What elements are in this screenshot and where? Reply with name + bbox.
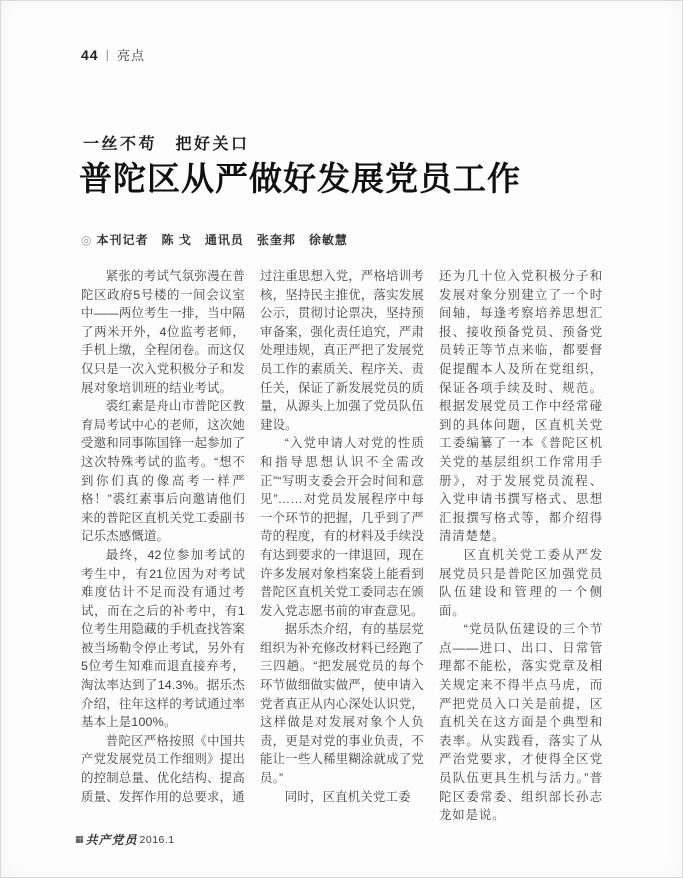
byline-text: 本刊记者 陈 戈 通讯员 张奎邦 徐敏慧 [96,233,348,247]
body-paragraph: 过注重思想入党，严格培训考核，坚持民主推优，落实发展公示，贯彻讨论票决，坚持预审备案，强化责任追究，严肃处理违规，真正严把了发展党员工作的素质关、程序关、责任关，保证了新发展党员的质量，从源头上加强了党员队伍建设。 [260,269,424,432]
magazine-name: 共产党员 [85,833,138,847]
article-body [81,267,604,825]
text-column-1 [81,267,245,825]
body-paragraph: 裘红素是舟山市普陀区教育局考试中心的老师，这次她受邀和同事陈国锋一起参加了这次特殊考试的监考。“想不到你们真的像高考一样严格！”裘红素事后向邀请他们来的普陀区直机关党工委副书记乐杰感慨道。 [81,399,245,544]
body-paragraph: 还为几十位入党积极分子和发展对象分别建立了一个时间轴，每逢考察培养思想汇报、接收预备党员、预备党员转正等节点来临，都要督促提醒本人及所在党组织，保证各项手续及时、规范。根据发展党员工作中经常碰到的具体问题，区直机关党工委编纂了一本《普陀区机关党的基层组织工作常用手册》，对于发展党员流程、入党申请书撰写格式、思想汇报撰写格式等，都介绍得清清楚楚。 [439,269,603,544]
article-kicker: 一丝不苟 把好关口 [83,136,250,153]
body-paragraph: 普陀区严格按照《中国共产党发展党员工作细则》提出的控制总量、优化结构、提高质量、发挥作用的总要求，通 [81,733,245,804]
body-paragraph: “党员队伍建设的三个节点——进口、出口、日常管理都不能松，落实党章及相关规定来不得半点马虎，而严把党员入口关是前提，区直机关在这方面是个典型和表率。从实践看，落实了从严治党要求，才使得全区党员队伍更具生机与活力。”普陀区委常委、组织部长孙志龙如是说。 [439,622,603,823]
article-byline [81,231,348,248]
page-header [81,45,145,64]
page-number: 44 [81,46,99,63]
body-paragraph: 紧张的考试气氛弥漫在普陀区政府5号楼的一间会议室中——两位考生一排，当中隔了两米开外，4位监考老师，手机上缴，全程闭卷。而这仅仅只是一次入党积极分子和发展对象培训班的结业考试。 [81,269,245,395]
body-paragraph: 区直机关党工委从严发展党员只是普陀区加强党员队伍建设和管理的一个侧面。 [439,547,603,618]
body-paragraph: “入党申请人对党的性质和指导思想认识不全需改正”“写明支委会开会时间和意见”……对党员发展程序中每一个环节的把握，几乎到了严苛的程度，有的材料及手续没有达到要求的一律退回，现在许多发展对象档案袋上能看到普陀区直机关党工委同志在颁发入党志愿书前的审查意见。 [260,436,424,618]
body-paragraph: 同时，区直机关党工委 [284,789,411,804]
magazine-logo-icon: ▦ [75,834,84,844]
header-divider: | [105,47,110,62]
section-label: 亮点 [116,48,145,63]
text-column-2 [260,267,424,825]
text-column-3 [439,267,603,825]
issue-number: 2016.1 [139,833,175,846]
body-paragraph: 据乐杰介绍，有的基层党组织为补充修改材料已经跑了三四趟。“把发展党员的每个环节做细做实做严，使申请入党者真正从内心深处认识党，这样做是对发展对象个人负责，更是对党的事业负责，不能让一些人稀里糊涂就成了党员。” [260,622,424,786]
page-footer [75,831,175,848]
article-title: 普陀区从严做好发展党员工作 [79,162,521,198]
body-paragraph: 最终，42位参加考试的考生中，有21位因为对考试难度估计不足而没有通过考试，而在之后的补考中，有1位考生用隐藏的手机查找答案被当场勒令停止考试，另外有5位考生知难而退直接弃考，淘汰率达到了14.3%。据乐杰介绍，往年这样的考试通过率基本上是100%。 [81,547,245,730]
byline-bullet-icon: ◎ [81,232,93,247]
